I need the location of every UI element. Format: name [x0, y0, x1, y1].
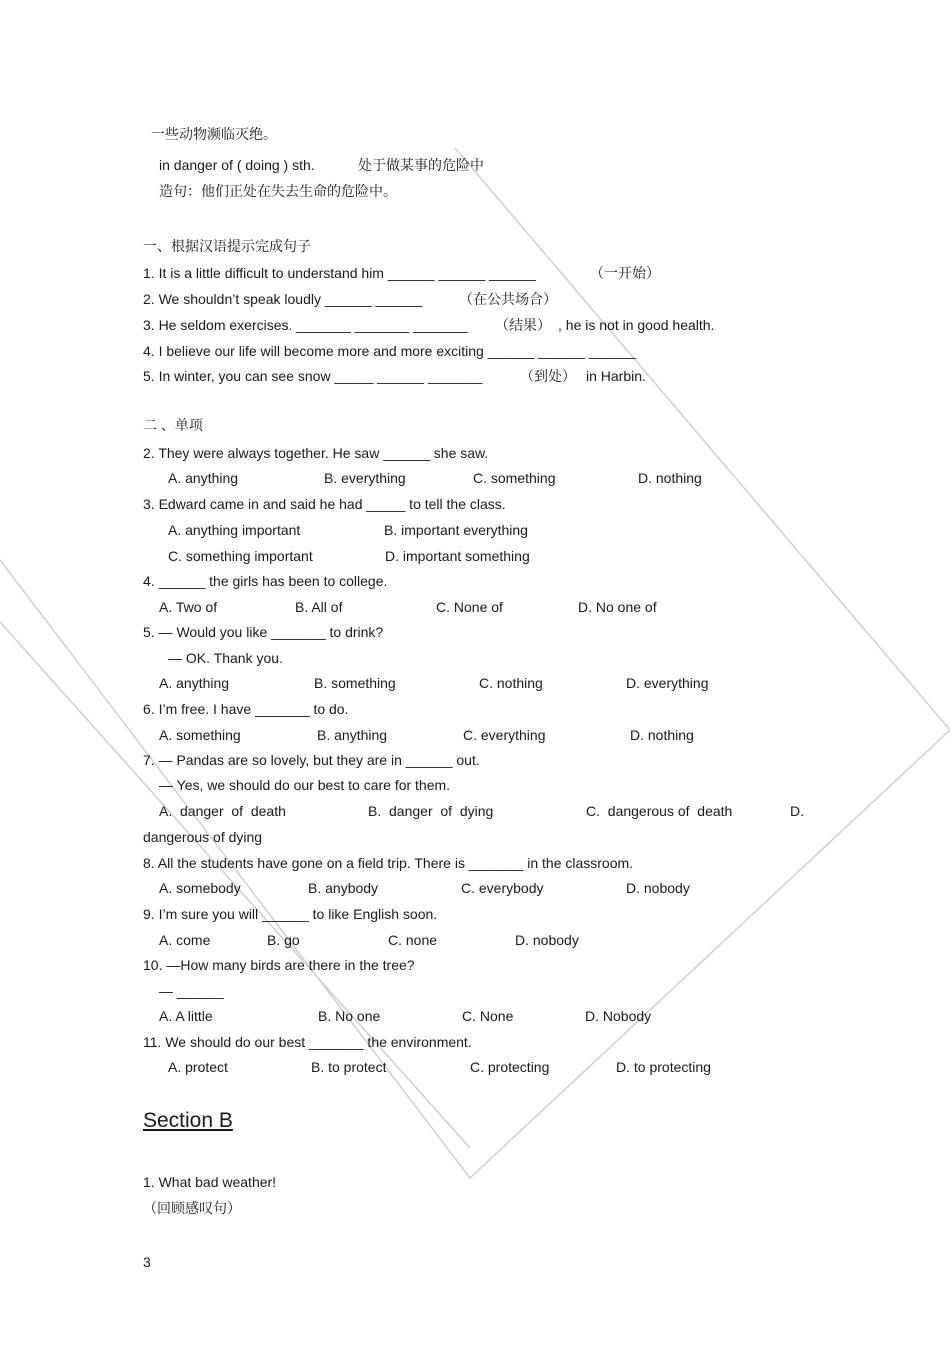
question-5-stem: 5. — Would you like _______ to drink? — [143, 624, 384, 640]
question-11-option-d: D. to protecting — [616, 1059, 711, 1075]
intro-phrase: in danger of ( doing ) sth. — [159, 157, 315, 173]
question-9-option-b: B. go — [267, 932, 300, 948]
part1-item-3-tail: , he is not in good health. — [558, 317, 715, 333]
question-7-option-b: B. danger of dying — [368, 803, 494, 819]
question-11-option-b: B. to protect — [311, 1059, 387, 1075]
question-5-option-c: C. nothing — [479, 675, 543, 691]
part1-item-2-hint: （在公共场合） — [459, 291, 557, 307]
part1-item-1-hint: （一开始） — [590, 265, 660, 281]
question-4-option-d: D. No one of — [578, 599, 657, 615]
part1-item-5: 5. In winter, you can see snow _____ ______ _______ — [143, 368, 483, 384]
question-10-stem: 10. —How many birds are there in the tree? — [143, 957, 415, 973]
question-3-option-c: C. something important — [168, 548, 313, 564]
question-6-option-d: D. nothing — [630, 727, 694, 743]
question-11-stem: 11. We should do our best _______ the environment. — [143, 1034, 472, 1050]
part1-item-5-tail: in Harbin. — [586, 368, 646, 384]
intro-phrase-meaning: 处于做某事的危险中 — [358, 157, 484, 173]
question-2-option-b: B. everything — [324, 470, 406, 486]
question-8-option-a: A. somebody — [159, 880, 241, 896]
intro-line-1: 一些动物濒临灭绝。 — [151, 126, 277, 142]
part1-item-1: 1. It is a little difficult to understand him ______ ______ ______ — [143, 265, 536, 281]
question-7-option-d-label: D. — [790, 803, 804, 819]
question-5-option-a: A. anything — [159, 675, 230, 691]
question-3-stem: 3. Edward came in and said he had _____ to tell the class. — [143, 496, 506, 512]
question-7-option-d-text: dangerous of dying — [143, 829, 263, 845]
section-b-title: Section B — [143, 1109, 233, 1132]
question-6-option-a: A. something — [159, 727, 241, 743]
question-3-option-a: A. anything important — [168, 522, 301, 538]
question-2-option-a: A. anything — [168, 470, 239, 486]
question-10-option-a: A. A little — [159, 1008, 213, 1024]
part1-item-2: 2. We shouldn’t speak loudly ______ ______ — [143, 291, 423, 307]
question-7-response: — Yes, we should do our best to care for them. — [159, 777, 451, 793]
question-3-option-b: B. important everything — [384, 522, 528, 538]
part1-item-3: 3. He seldom exercises. _______ _______ _______ — [143, 317, 468, 333]
part1-item-3-hint: （结果） — [495, 317, 551, 333]
question-6-option-c: C. everything — [463, 727, 546, 743]
question-11-option-a: A. protect — [168, 1059, 228, 1075]
section-b-item-1-note: （回顾感叹句） — [143, 1200, 241, 1216]
part1-item-5-hint: （到处） — [520, 368, 576, 384]
question-8-option-b: B. anybody — [308, 880, 379, 896]
question-10-response: — ______ — [159, 983, 224, 999]
question-9-option-a: A. come — [159, 932, 211, 948]
question-7-stem: 7. — Pandas are so lovely, but they are in ______ out. — [143, 752, 480, 768]
question-7-option-c: C. dangerous of death — [586, 803, 733, 819]
page-number: 3 — [143, 1254, 151, 1270]
part1-heading: 一、根据汉语提示完成句子 — [143, 238, 311, 254]
question-4-stem: 4. ______ the girls has been to college. — [143, 573, 388, 589]
question-9-option-d: D. nobody — [515, 932, 579, 948]
question-8-option-c: C. everybody — [461, 880, 544, 896]
question-4-option-c: C. None of — [436, 599, 503, 615]
question-11-option-c: C. protecting — [470, 1059, 550, 1075]
question-5-option-d: D. everything — [626, 675, 709, 691]
question-2-option-d: D. nothing — [638, 470, 702, 486]
part2-heading: 二 、单项 — [143, 417, 203, 433]
question-4-option-a: A. Two of — [159, 599, 218, 615]
question-3-option-d: D. important something — [385, 548, 530, 564]
question-5-option-b: B. something — [314, 675, 396, 691]
question-2-option-c: C. something — [473, 470, 556, 486]
question-10-option-d: D. Nobody — [585, 1008, 652, 1024]
question-10-option-b: B. No one — [318, 1008, 381, 1024]
question-4-option-b: B. All of — [295, 599, 343, 615]
question-5-response: — OK. Thank you. — [168, 650, 283, 666]
part1-item-4: 4. I believe our life will become more and more exciting ______ ______ ______ — [143, 343, 636, 359]
question-6-stem: 6. I’m free. I have _______ to do. — [143, 701, 349, 717]
question-7-option-a: A. danger of death — [159, 803, 286, 819]
question-10-option-c: C. None — [462, 1008, 514, 1024]
question-8-option-d: D. nobody — [626, 880, 690, 896]
question-6-option-b: B. anything — [317, 727, 388, 743]
intro-example-sentence: 造句：他们正处在失去生命的危险中。 — [159, 183, 397, 199]
question-8-stem: 8. All the students have gone on a field trip. There is _______ in the classroom. — [143, 855, 634, 871]
section-b-item-1: 1. What bad weather! — [143, 1174, 277, 1190]
question-2-stem: 2. They were always together. He saw ______ she saw. — [143, 445, 489, 461]
question-9-option-c: C. none — [388, 932, 438, 948]
question-9-stem: 9. I’m sure you will ______ to like English soon. — [143, 906, 438, 922]
